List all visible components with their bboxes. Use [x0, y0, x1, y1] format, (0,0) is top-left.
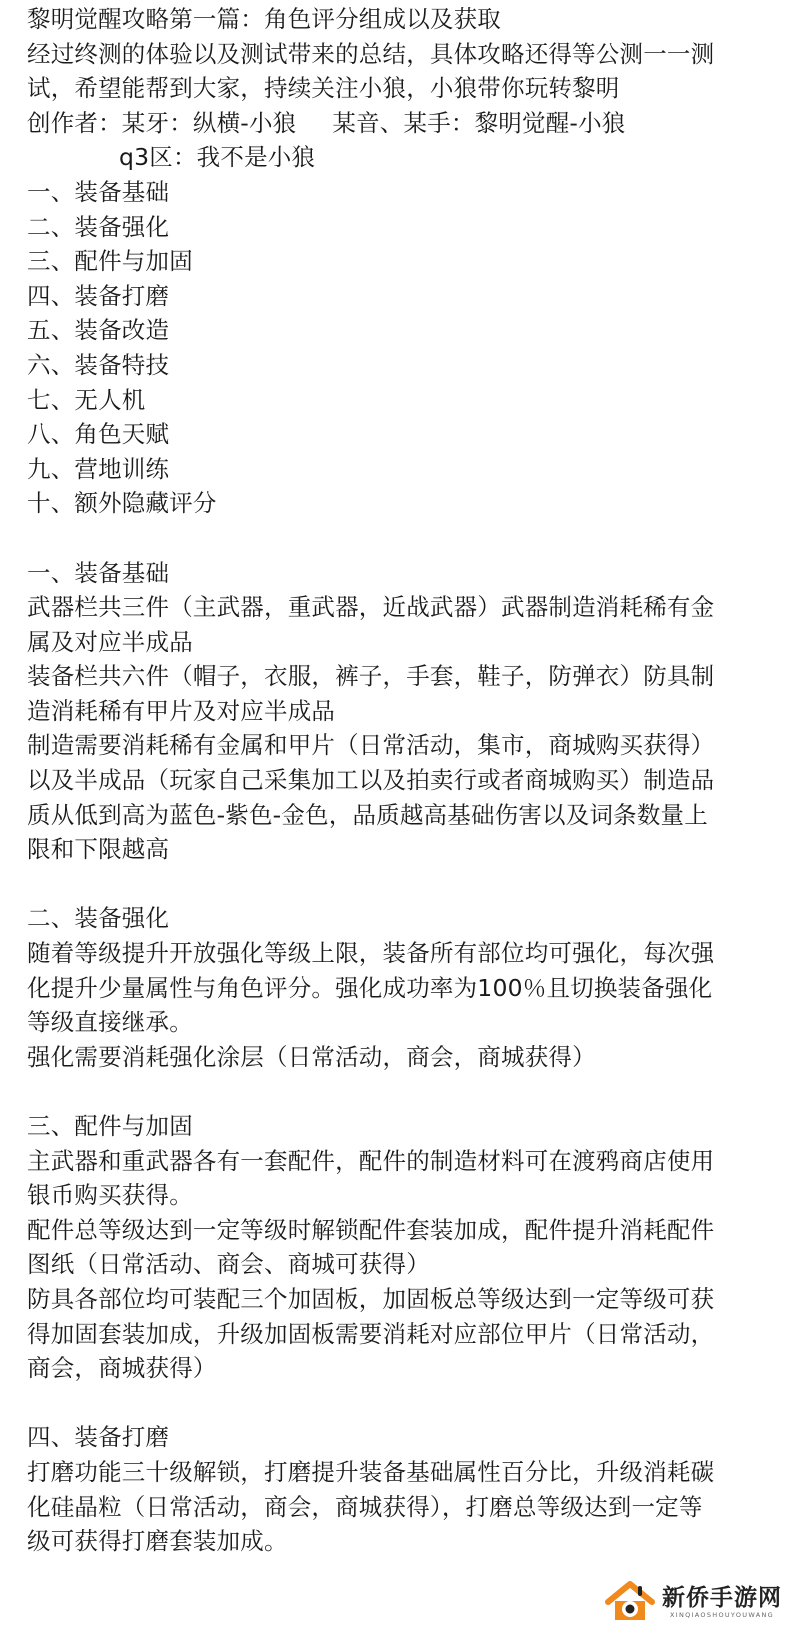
toc-item: 一、装备基础: [27, 177, 170, 206]
author-server: q3区：我不是小狼: [119, 143, 316, 172]
section-line: 随着等级提升开放强化等级上限，装备所有部位均可强化，每次强: [27, 939, 715, 968]
document-title: 黎明觉醒攻略第一篇：角色评分组成以及获取: [27, 5, 501, 33]
intro-line: 经过终测的体验以及测试带来的总结，具体攻略还得等公测一一测: [27, 39, 715, 68]
section-line: 以及半成品（玩家自己采集加工以及拍卖行或者商城购买）制造品: [27, 766, 715, 795]
toc-item: 五、装备改造: [27, 316, 170, 345]
toc-item: 三、配件与加固: [27, 247, 193, 276]
section-line: 商会，商城获得）: [27, 1354, 217, 1383]
author-line: [27, 106, 776, 141]
section-line: 化硅晶粒（日常活动，商会，商城获得），打磨总等级达到一定等: [27, 1492, 703, 1521]
section-line: 制造需要消耗稀有金属和甲片（日常活动，集市，商城购买获得）: [27, 731, 715, 760]
section-line: 造消耗稀有甲片及对应半成品: [27, 696, 336, 725]
watermark-subtitle: XINQIAOSHOUYOUWANG: [670, 1610, 774, 1619]
watermark-name: 新侨手游网: [662, 1583, 782, 1611]
section-line: 属及对应半成品: [27, 627, 193, 656]
section-line: 级可获得打磨套装加成。: [27, 1527, 288, 1556]
section-heading: 三、配件与加固: [27, 1112, 193, 1140]
section-line: 化提升少量属性与角色评分。强化成功率为100％且切换装备强化: [27, 973, 713, 1002]
house-logo-icon: [604, 1580, 656, 1624]
section-line: 主武器和重武器各有一套配件，配件的制造材料可在渡鸦商店使用: [27, 1146, 715, 1175]
author-label: 创作者：某牙：纵横-小狼: [27, 108, 297, 137]
section-line: 等级直接继承。: [27, 1008, 193, 1037]
toc-item: 四、装备打磨: [27, 281, 170, 310]
author-other: 某音、某手：黎明觉醒-小狼: [332, 108, 626, 137]
section-line: 打磨功能三十级解锁，打磨提升装备基础属性百分比，升级消耗碳: [27, 1457, 715, 1486]
section-line: 配件总等级达到一定等级时解锁配件套装加成，配件提升消耗配件: [27, 1215, 715, 1244]
section-line: 装备栏共六件（帽子，衣服，裤子，手套，鞋子，防弹衣）防具制: [27, 662, 715, 691]
site-watermark: [604, 1580, 782, 1624]
toc-item: 十、额外隐藏评分: [27, 489, 217, 518]
section-heading: 一、装备基础: [27, 558, 170, 587]
section-line: 质从低到高为蓝色-紫色-金色，品质越高基础伤害以及词条数量上: [27, 800, 708, 829]
section-line: 防具各部位均可装配三个加固板，加固板总等级达到一定等级可获: [27, 1284, 715, 1313]
section-line: 得加固套装加成，升级加固板需要消耗对应部位甲片（日常活动，: [27, 1319, 715, 1348]
section-heading: 二、装备强化: [27, 904, 170, 933]
section-line: 银币购买获得。: [27, 1181, 193, 1210]
toc-item: 九、营地训练: [27, 454, 170, 483]
toc-item: 八、角色天赋: [27, 420, 170, 449]
section-line: 限和下限越高: [27, 835, 170, 864]
section-line: 强化需要消耗强化涂层（日常活动，商会，商城获得）: [27, 1042, 596, 1071]
section-line: 图纸（日常活动、商会、商城可获得）: [27, 1250, 430, 1279]
section-line: 武器栏共三件（主武器，重武器，近战武器）武器制造消耗稀有金: [27, 593, 715, 622]
intro-line: 试，希望能帮到大家，持续关注小狼，小狼带你玩转黎明: [27, 74, 620, 103]
section-heading: 四、装备打磨: [27, 1423, 170, 1452]
toc-item: 七、无人机: [27, 385, 146, 414]
toc-item: 二、装备强化: [27, 212, 170, 241]
toc-item: 六、装备特技: [27, 350, 170, 379]
